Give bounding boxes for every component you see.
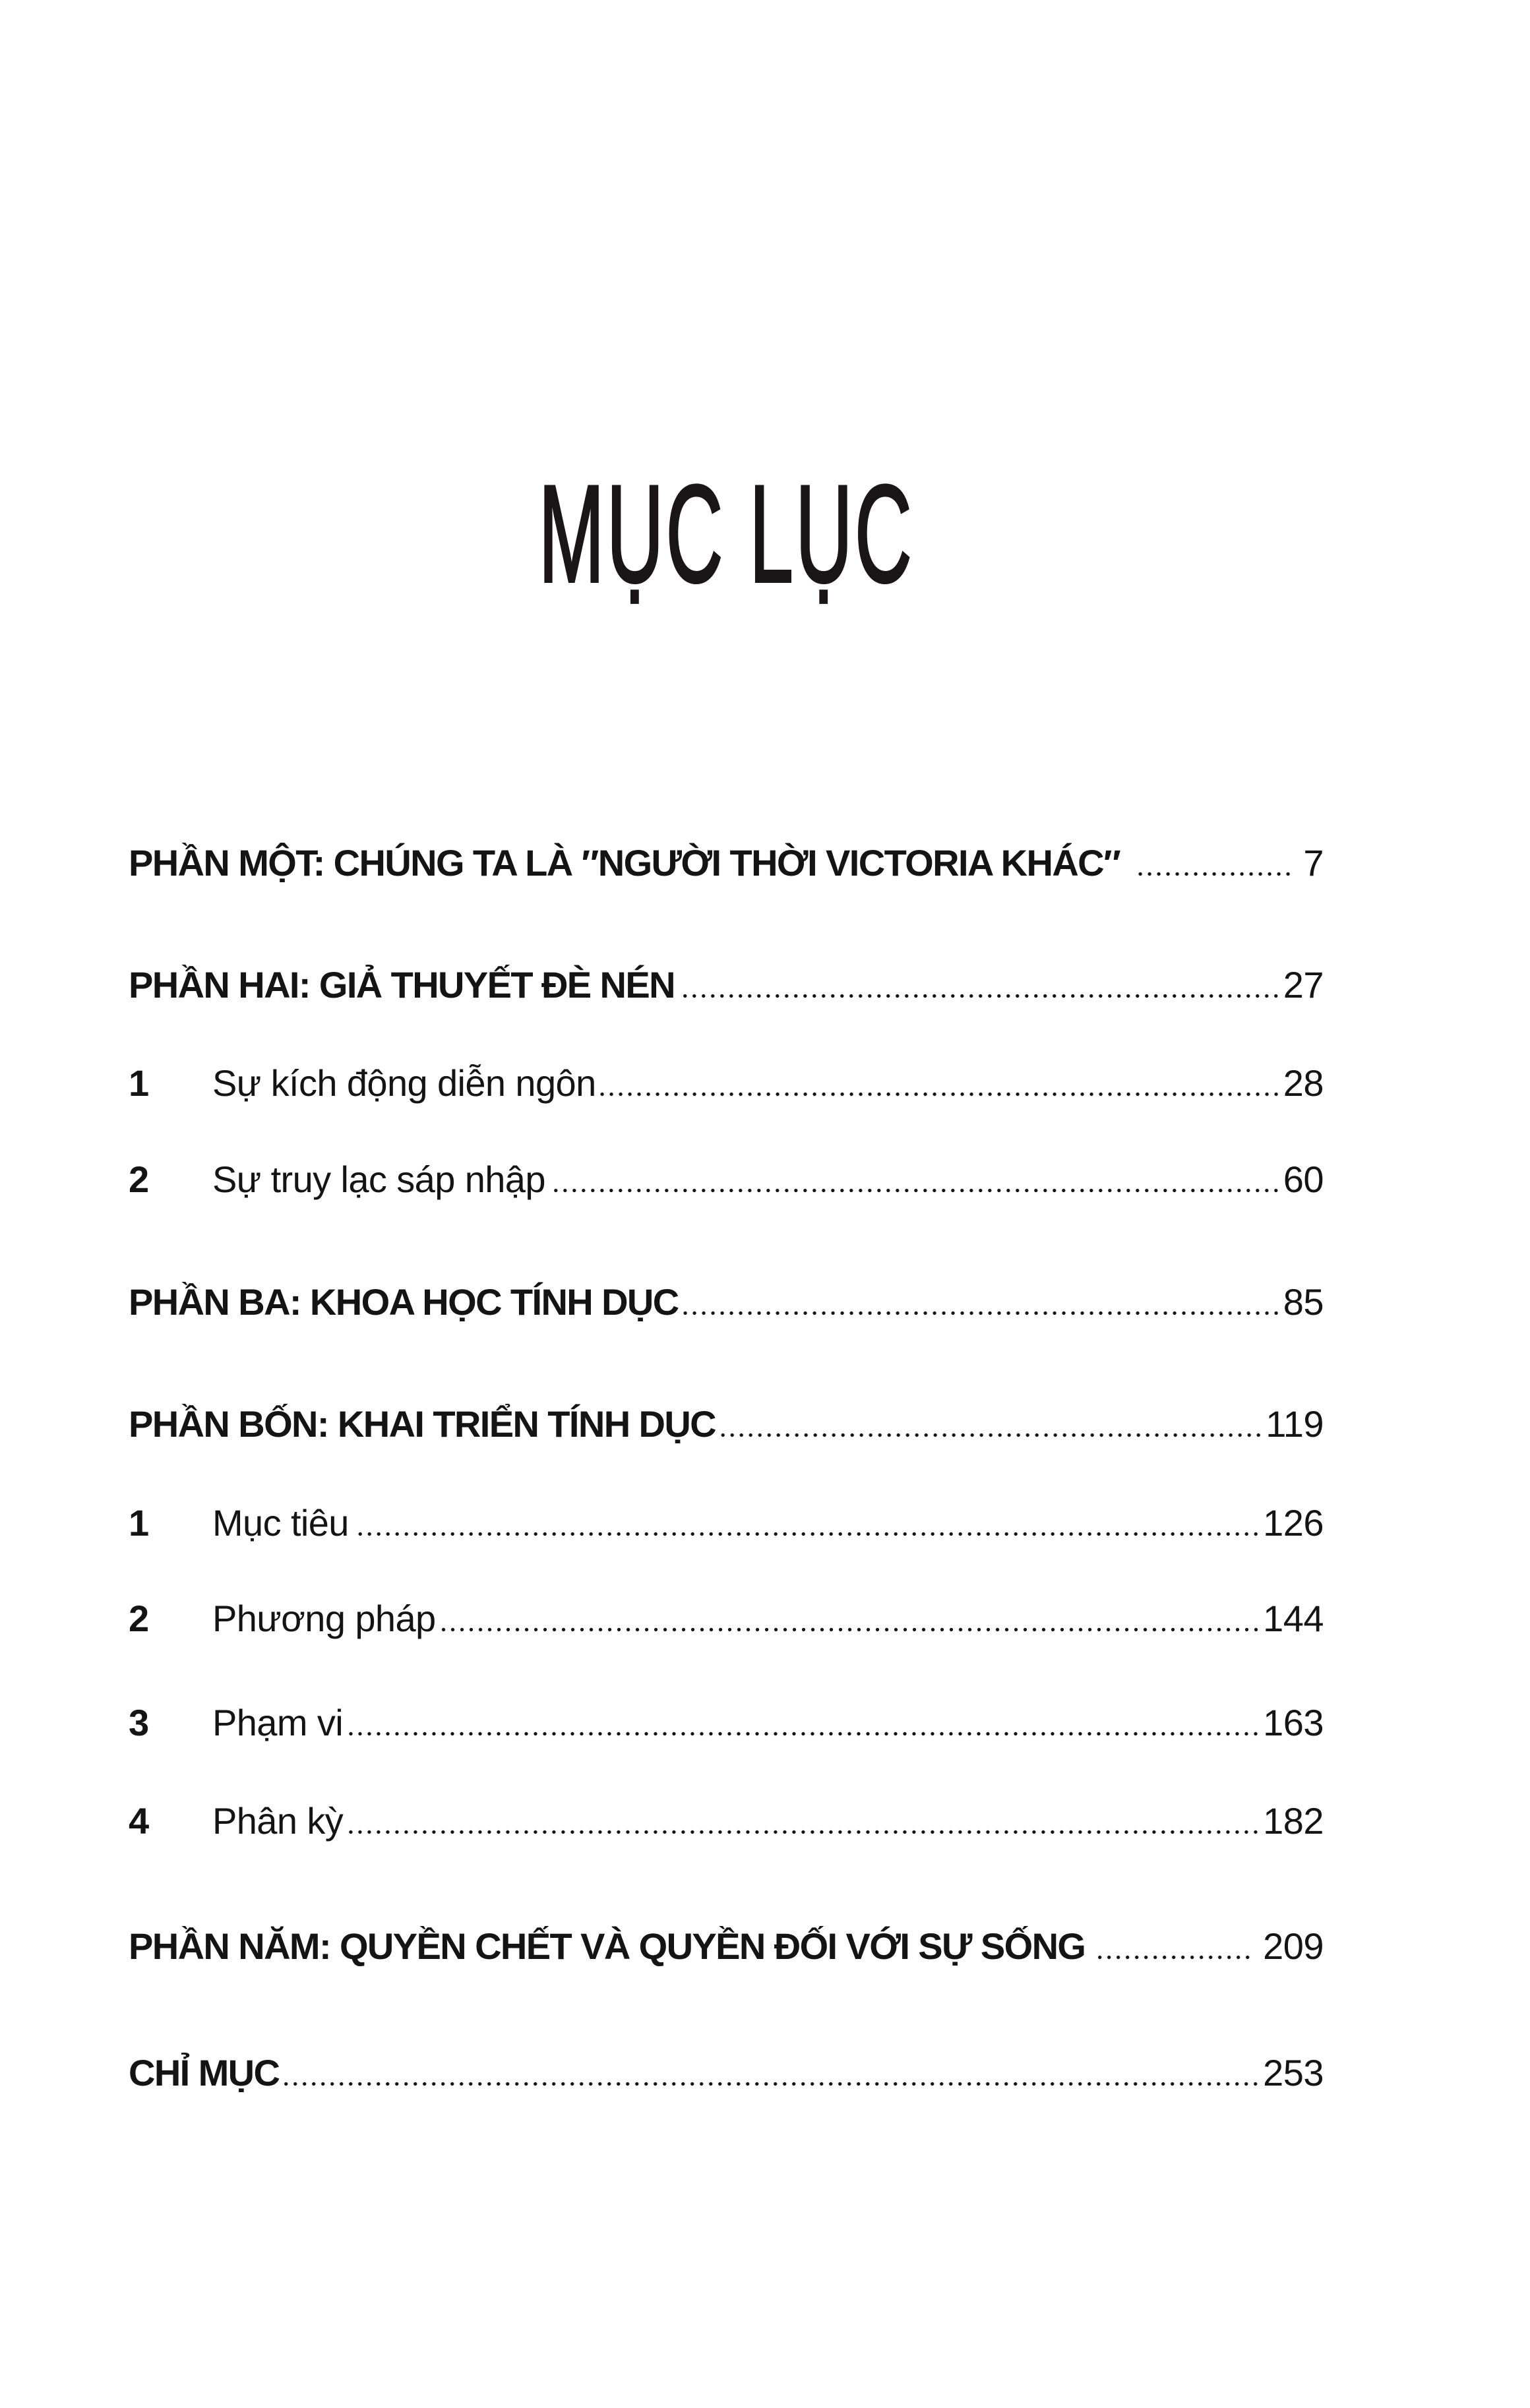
toc-entry-number: 3 xyxy=(129,1702,149,1743)
toc-entry-page: 27 xyxy=(1283,964,1324,1006)
toc-entry-number: 4 xyxy=(129,1800,149,1842)
toc-entry-page: 60 xyxy=(1283,1159,1324,1200)
toc-entry-number: 1 xyxy=(129,1062,149,1104)
page-title-text: MỤC LỤC xyxy=(538,456,914,611)
dot-leader xyxy=(440,1600,1261,1637)
toc-entry-chapter[interactable] xyxy=(129,1600,1324,1637)
toc-entry-page: 119 xyxy=(1266,1403,1324,1445)
dot-leader xyxy=(347,1803,1260,1840)
toc-entry-part-1[interactable] xyxy=(129,842,1324,884)
dot-leader xyxy=(1098,1928,1252,1965)
toc-entry-page: 28 xyxy=(1283,1062,1324,1104)
toc-entry-page: 85 xyxy=(1283,1281,1324,1323)
toc-entry-label: PHẦN BA: KHOA HỌC TÍNH DỤC xyxy=(129,1281,679,1323)
toc-entry-chapter[interactable] xyxy=(129,1161,1324,1198)
page-title xyxy=(0,456,1452,611)
toc-entry-number: 1 xyxy=(129,1502,149,1544)
dot-leader xyxy=(679,967,1281,1004)
toc-entry-number: 2 xyxy=(129,1598,149,1639)
toc-entry-part-2[interactable] xyxy=(129,964,1324,1006)
toc-entry-label: Phương pháp xyxy=(212,1598,436,1639)
toc-entry-page: 126 xyxy=(1263,1502,1324,1544)
toc-entry-chapter[interactable] xyxy=(129,1704,1324,1741)
toc-entry-label: PHẦN MỘT: CHÚNG TA LÀ ″NGƯỜI THỜI VICTORIA KHÁC″ xyxy=(129,842,1120,884)
toc-entry-chapter[interactable] xyxy=(129,1062,1324,1104)
dot-leader xyxy=(347,1704,1260,1741)
toc-entry-label: PHẦN BỐN: KHAI TRIỂN TÍNH DỤC xyxy=(129,1403,716,1445)
dot-leader xyxy=(683,1284,1281,1321)
toc-entry-label: Mục tiêu xyxy=(212,1502,349,1544)
toc-entry-label: Sự truy lạc sáp nhập xyxy=(212,1159,545,1200)
toc-entry-page: 253 xyxy=(1263,2052,1324,2093)
toc-entry-label: Phạm vi xyxy=(212,1702,344,1743)
toc-entry-number: 2 xyxy=(129,1159,149,1200)
toc-entry-page: 182 xyxy=(1263,1800,1324,1842)
toc-entry-index[interactable] xyxy=(129,2052,1324,2093)
toc-entry-label: PHẦN NĂM: QUYỀN CHẾT VÀ QUYỀN ĐỐI VỚI SỰ SỐNG xyxy=(129,1925,1086,1967)
toc-entry-chapter[interactable] xyxy=(129,1800,1324,1842)
toc-entry-page: 209 xyxy=(1263,1925,1324,1967)
dot-leader xyxy=(1133,845,1293,882)
toc-entry-part-3[interactable] xyxy=(129,1281,1324,1323)
toc-entry-chapter[interactable] xyxy=(129,1502,1324,1544)
toc-entry-part-4[interactable] xyxy=(129,1403,1324,1445)
toc-entry-label: Phân kỳ xyxy=(212,1800,344,1842)
toc-entry-label: CHỈ MỤC xyxy=(129,2052,280,2093)
toc-entry-page: 144 xyxy=(1263,1598,1324,1639)
dot-leader xyxy=(549,1161,1281,1198)
toc-entry-page: 7 xyxy=(1303,842,1324,884)
toc-entry-label: PHẦN HAI: GIẢ THUYẾT ĐÈ NÉN xyxy=(129,964,675,1006)
dot-leader xyxy=(353,1505,1260,1542)
toc-entry-page: 163 xyxy=(1263,1702,1324,1743)
toc-entry-part-5[interactable] xyxy=(129,1925,1324,1967)
dot-leader xyxy=(283,2055,1260,2092)
dot-leader xyxy=(719,1406,1263,1443)
toc-entry-label: Sự kích động diễn ngôn xyxy=(212,1062,596,1104)
dot-leader xyxy=(600,1065,1281,1102)
